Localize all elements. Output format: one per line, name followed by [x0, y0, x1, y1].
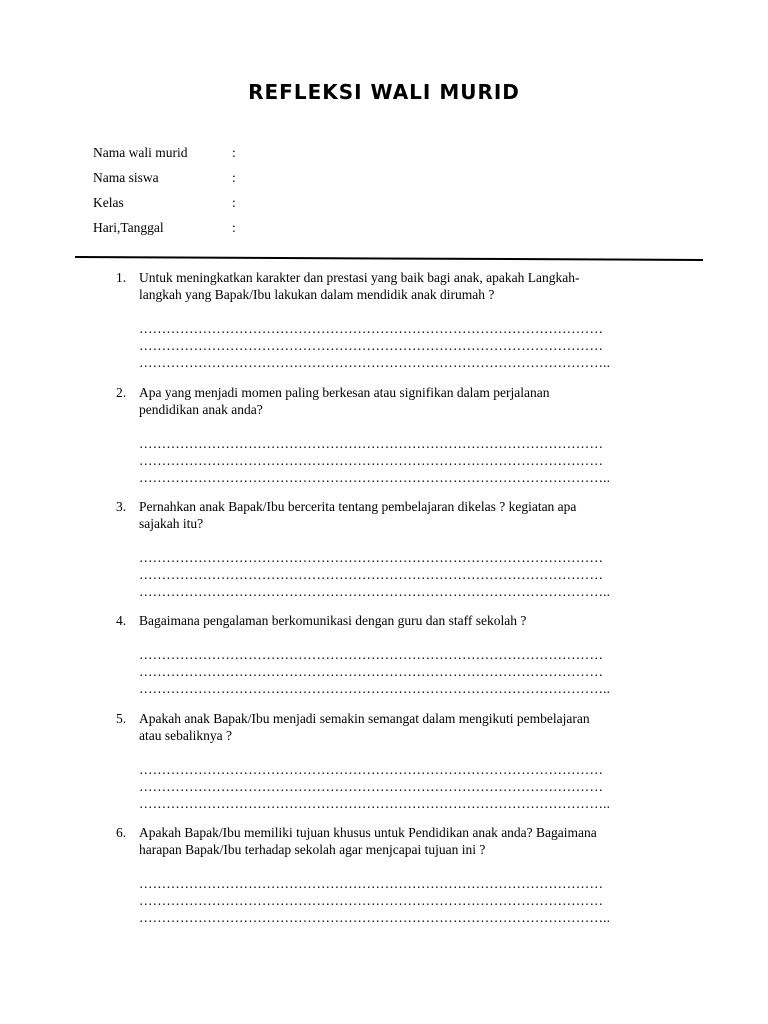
identity-label: Nama wali murid: [93, 145, 188, 160]
identity-row-parent-name: [93, 144, 236, 169]
answer-area[interactable]: [139, 646, 676, 697]
question-number: 6.: [116, 825, 127, 840]
identity-label: Nama siswa: [93, 170, 159, 185]
answer-dotted-line: …………………………………………………………………………………………: [139, 436, 604, 451]
identity-colon: :: [232, 170, 236, 185]
question-text: [139, 498, 676, 532]
answer-area[interactable]: [139, 761, 676, 812]
answer-dotted-line: …………………………………………………………………………………………..: [139, 470, 611, 485]
identity-label: Hari,Tanggal: [93, 220, 164, 235]
question-1: [116, 269, 676, 371]
question-text-line: harapan Bapak/Ibu terhadap sekolah agar menjcapai tujuan ini ?: [139, 842, 486, 857]
question-number: 5.: [116, 711, 127, 726]
question-text-line: Apa yang menjadi momen paling berkesan atau signifikan dalam perjalanan: [139, 385, 550, 400]
identity-label: Kelas: [93, 195, 124, 210]
question-number: 3.: [116, 499, 127, 514]
question-6: [116, 824, 676, 926]
identity-colon: :: [232, 145, 236, 160]
answer-dotted-line: …………………………………………………………………………………………..: [139, 681, 611, 696]
answer-dotted-line: …………………………………………………………………………………………: [139, 664, 604, 679]
identity-colon: :: [232, 220, 236, 235]
answer-dotted-line: …………………………………………………………………………………………: [139, 338, 604, 353]
answer-dotted-line: …………………………………………………………………………………………: [139, 779, 604, 794]
answer-dotted-line: …………………………………………………………………………………………..: [139, 584, 611, 599]
answer-dotted-line: …………………………………………………………………………………………..: [139, 796, 611, 811]
question-number: 1.: [116, 270, 127, 285]
question-text-line: pendidikan anak anda?: [139, 402, 263, 417]
question-4: [116, 612, 676, 697]
question-text: [139, 269, 676, 303]
answer-area[interactable]: [139, 875, 676, 926]
question-text-line: sajakah itu?: [139, 516, 204, 531]
header-divider: [75, 256, 703, 261]
question-text-line: Apakah anak Bapak/Ibu menjadi semakin semangat dalam mengikuti pembelajaran: [139, 711, 590, 726]
answer-area[interactable]: [139, 549, 676, 600]
question-text: [139, 384, 676, 418]
question-text-line: Bagaimana pengalaman berkomunikasi dengan guru dan staff sekolah ?: [139, 613, 527, 628]
answer-area[interactable]: [139, 435, 676, 486]
question-text-line: Untuk meningkatkan karakter dan prestasi yang baik bagi anak, apakah Langkah-: [139, 270, 580, 285]
answer-dotted-line: …………………………………………………………………………………………: [139, 647, 604, 662]
question-text: [139, 710, 676, 744]
identity-row-student-name: [93, 169, 236, 194]
question-text-line: langkah yang Bapak/Ibu lakukan dalam mendidik anak dirumah ?: [139, 287, 495, 302]
answer-dotted-line: …………………………………………………………………………………………: [139, 876, 604, 891]
answer-dotted-line: …………………………………………………………………………………………: [139, 321, 604, 336]
answer-dotted-line: …………………………………………………………………………………………..: [139, 910, 611, 925]
question-2: [116, 384, 676, 486]
question-text-line: atau sebaliknya ?: [139, 728, 232, 743]
answer-dotted-line: …………………………………………………………………………………………: [139, 893, 604, 908]
question-5: [116, 710, 676, 812]
answer-dotted-line: …………………………………………………………………………………………: [139, 762, 604, 777]
question-number: 4.: [116, 613, 127, 628]
question-text: [139, 824, 676, 858]
answer-dotted-line: …………………………………………………………………………………………: [139, 567, 604, 582]
identity-row-class: [93, 194, 236, 219]
document-title: REFLEKSI WALI MURID: [248, 80, 520, 104]
answer-dotted-line: …………………………………………………………………………………………..: [139, 355, 611, 370]
identity-fields: [93, 144, 236, 244]
question-text-line: Pernahkan anak Bapak/Ibu bercerita tentang pembelajaran dikelas ? kegiatan apa: [139, 499, 577, 514]
question-text-line: Apakah Bapak/Ibu memiliki tujuan khusus untuk Pendidikan anak anda? Bagaimana: [139, 825, 597, 840]
question-3: [116, 498, 676, 600]
identity-colon: :: [232, 195, 236, 210]
identity-row-date: [93, 219, 236, 244]
answer-dotted-line: …………………………………………………………………………………………: [139, 550, 604, 565]
question-number: 2.: [116, 385, 127, 400]
answer-area[interactable]: [139, 320, 676, 371]
question-text: [139, 612, 676, 629]
answer-dotted-line: …………………………………………………………………………………………: [139, 453, 604, 468]
